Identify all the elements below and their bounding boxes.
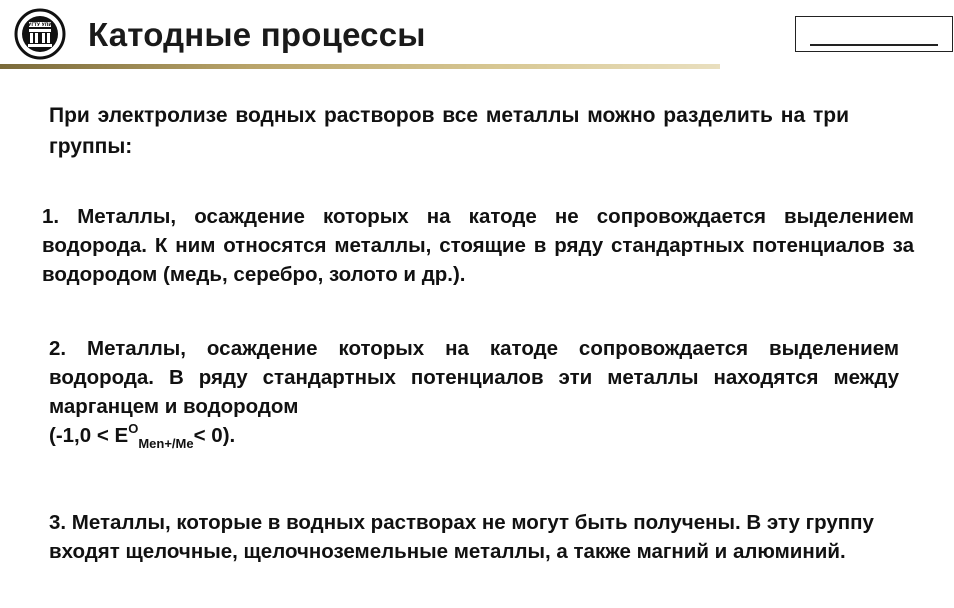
group-1-paragraph: 1. Металлы, осаждение которых на катоде не сопровождается выделением водорода. К ним относятся металлы, стоящие в ряду стандартных потенциалов за водородом (медь, серебро, золото и др.).: [42, 205, 914, 286]
slide-title: Катодные процессы: [88, 16, 426, 53]
intro-paragraph: При электролизе водных растворов все металлы можно разделить на три группы:: [49, 104, 849, 158]
formula-suffix: 0).: [205, 424, 236, 447]
potential-range-formula: [49, 421, 899, 450]
group-2-text: 2. Металлы, осаждение которых на катоде сопровождается выделением водорода. В ряду стандартных потенциалов эти металлы находятся между марганцем и водородом: [49, 337, 899, 418]
formula-less-than: <: [193, 424, 206, 447]
formula-superscript: O: [128, 421, 139, 436]
corner-box: [795, 16, 953, 52]
formula-e: E: [108, 424, 129, 447]
title-underline: [0, 64, 720, 69]
formula-prefix: (-1,0: [49, 424, 97, 447]
group-3-paragraph: 3. Металлы, которые в водных растворах не могут быть получены. В эту группу входят щелочные, щелочноземельные металлы, а также магний и алюминий.: [49, 511, 874, 563]
formula-subscript: Men+/Me: [138, 436, 194, 451]
university-logo: [14, 8, 66, 60]
group-2-paragraph: [49, 334, 899, 450]
logo-lettering: УГТУ УПИ: [28, 22, 52, 27]
formula-less-than: <: [96, 424, 109, 447]
corner-box-line: [810, 44, 938, 46]
